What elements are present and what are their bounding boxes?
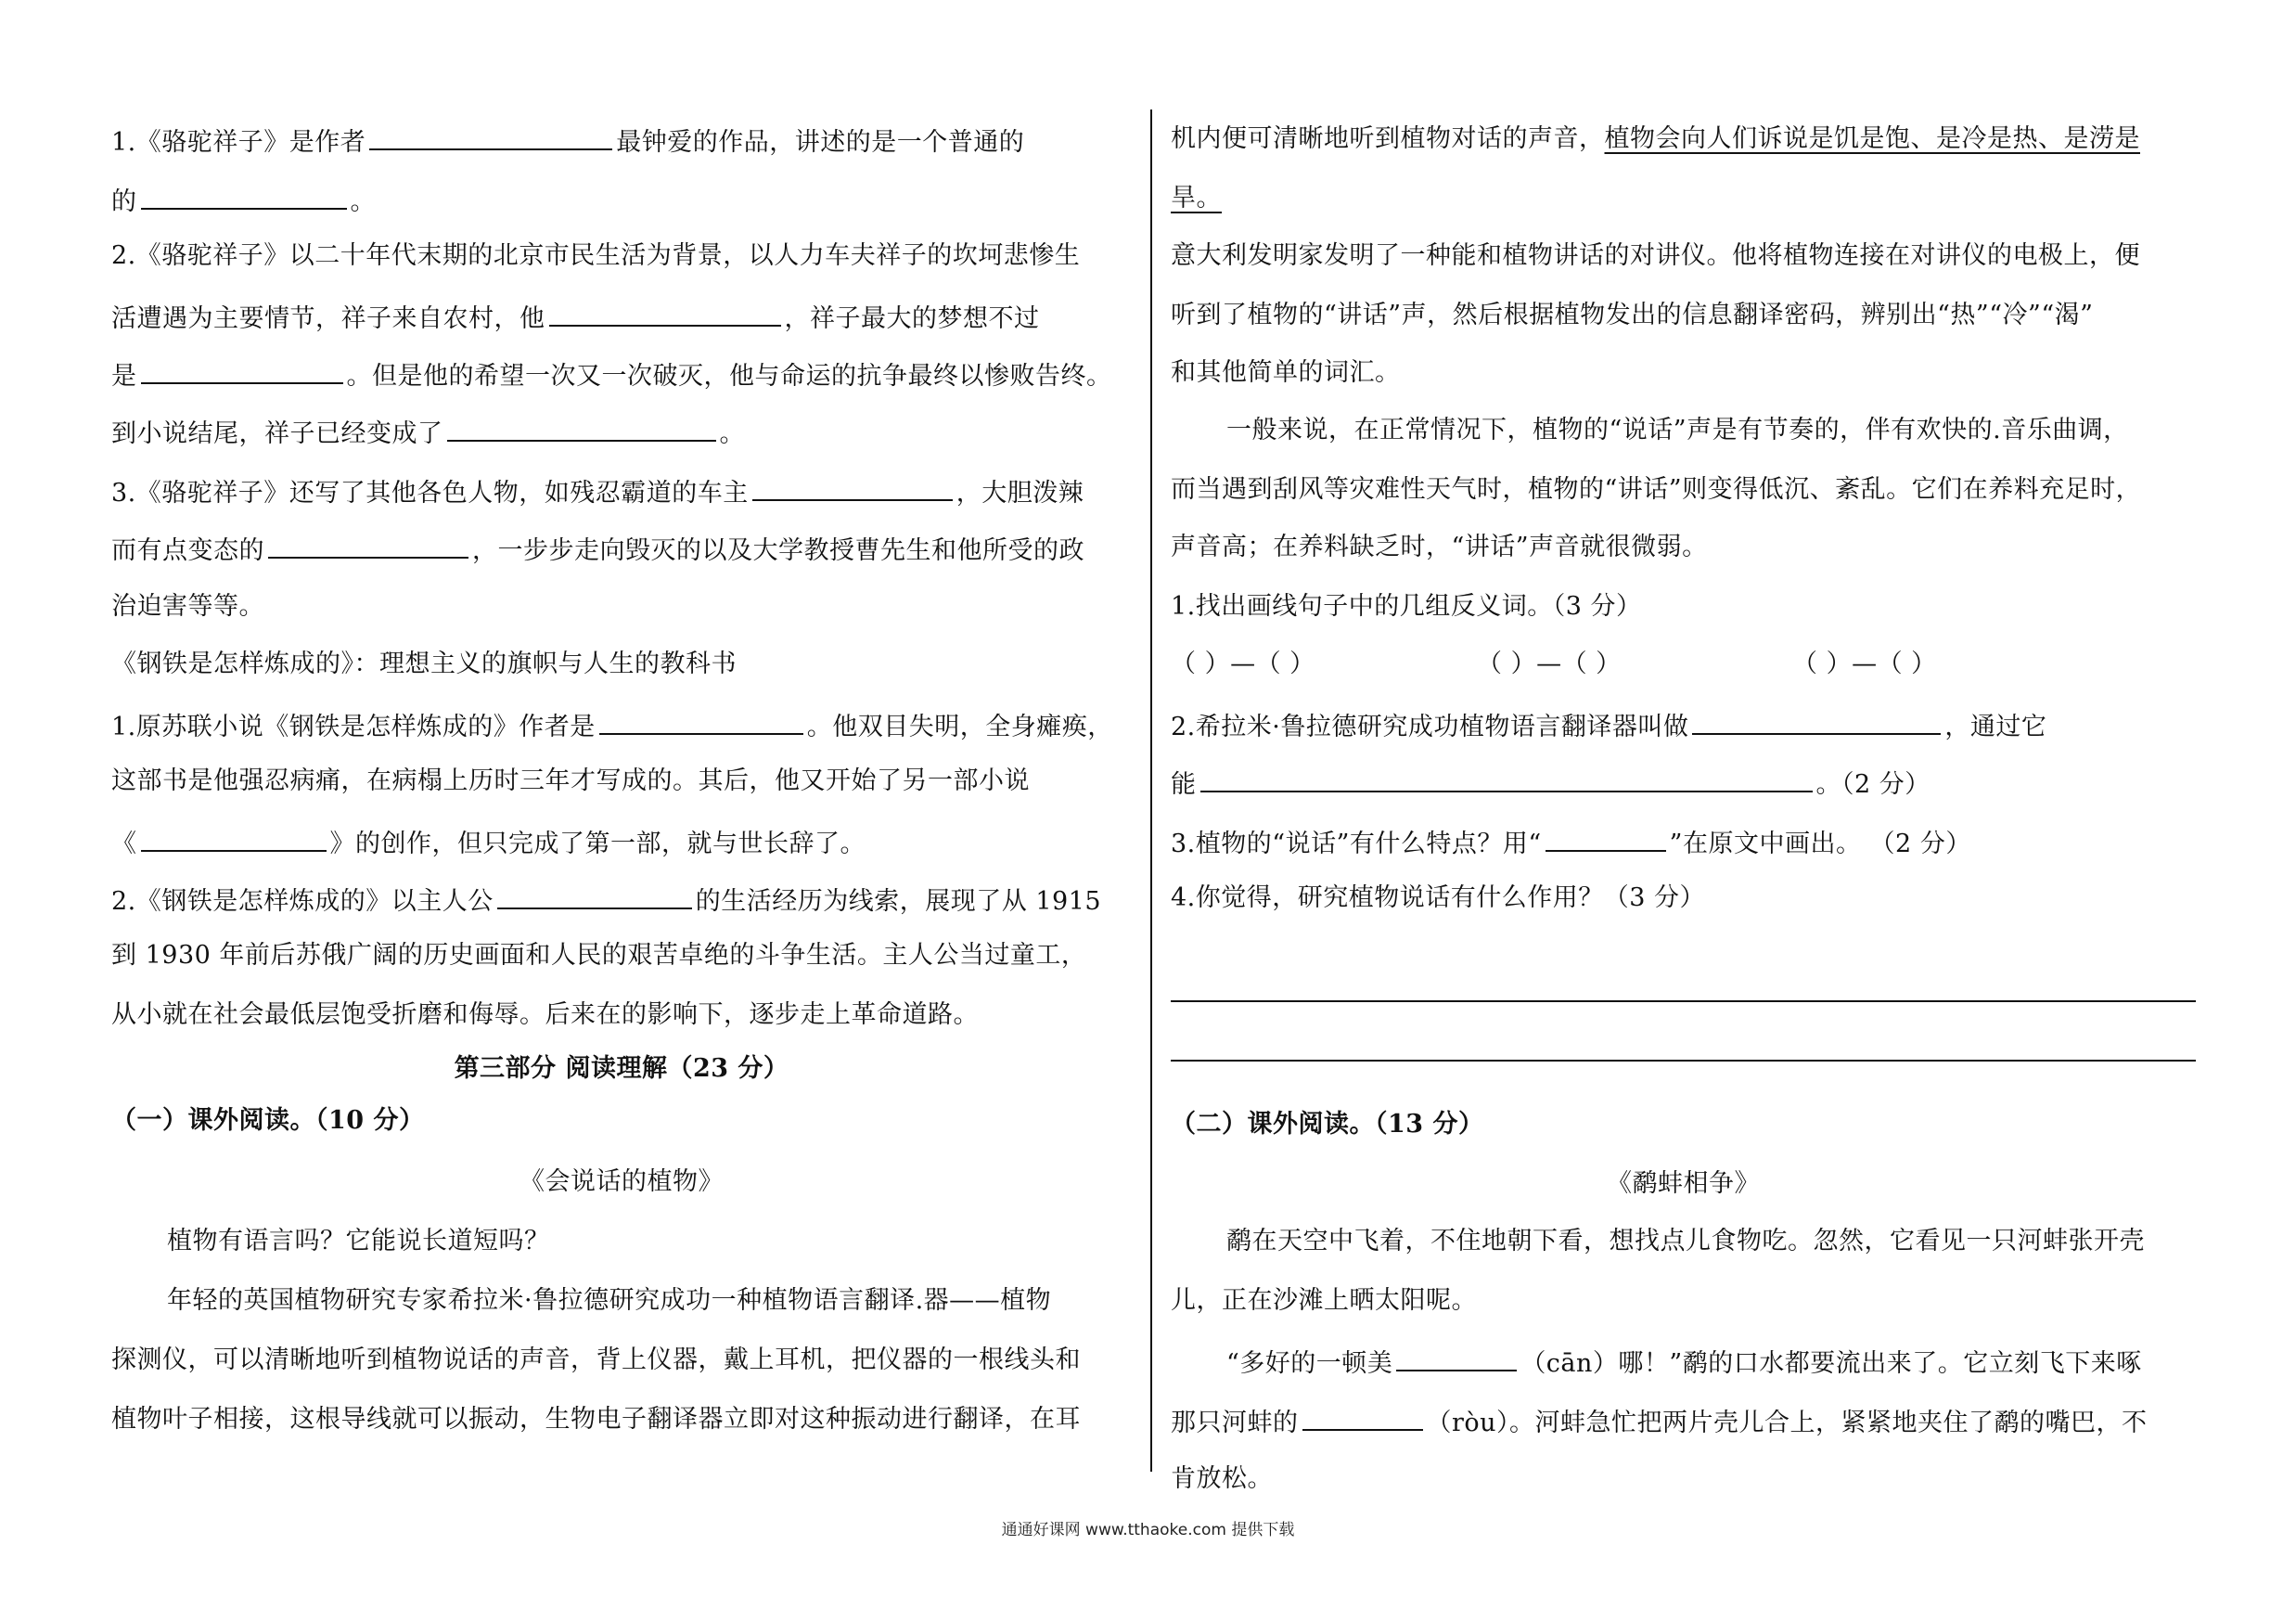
question-line bbox=[1171, 763, 2196, 800]
fill-blank[interactable] bbox=[141, 354, 343, 384]
text: 1.原苏联小说《钢铁是怎样炼成的》作者是 bbox=[111, 713, 596, 741]
question-line: 4.你觉得，研究植物说话有什么作用？（3 分） bbox=[1171, 883, 1706, 912]
text: 2.《钢铁是怎样炼成的》以主人公 bbox=[111, 887, 494, 916]
question-line: 到 1930 年前后苏俄广阔的历史画面和人民的艰苦卓绝的斗争生活。主人公当过童工， bbox=[111, 941, 1087, 970]
answer-line[interactable] bbox=[1171, 1060, 2196, 1062]
page-footer: 通通好课网 www.tthaoke.com 提供下载 bbox=[1001, 1521, 1295, 1539]
passage-title: 《会说话的植物》 bbox=[519, 1167, 724, 1196]
fill-blank[interactable] bbox=[497, 880, 692, 909]
reading-section-heading: （二）课外阅读。（13 分） bbox=[1171, 1110, 1484, 1139]
passage-line: 和其他简单的词汇。 bbox=[1171, 358, 1401, 387]
text: ，大胆泼辣 bbox=[956, 479, 1084, 508]
text: 机内便可清晰地听到植物对话的声音， bbox=[1171, 124, 1605, 153]
question-line bbox=[111, 297, 1132, 334]
column-divider bbox=[1150, 109, 1152, 1472]
question-line bbox=[111, 180, 1132, 217]
text: 3.《骆驼祥子》还写了其他各色人物，如残忍霸道的车主 bbox=[111, 479, 749, 508]
fill-blank[interactable] bbox=[549, 297, 781, 327]
text: 。他双目失明，全身瘫痪， bbox=[806, 713, 1113, 741]
answer-line[interactable] bbox=[1171, 1000, 2196, 1002]
text: 那只河蚌的 bbox=[1171, 1409, 1299, 1437]
text: 。但是他的希望一次又一次破灭，他与命运的抗争最终以惨败告终。 bbox=[346, 362, 1112, 391]
question-line bbox=[111, 880, 1132, 917]
fill-blank[interactable] bbox=[1200, 763, 1813, 792]
text: “多好的一顿美 bbox=[1226, 1349, 1393, 1378]
passage-line: 年轻的英国植物研究专家希拉米·鲁拉德研究成功一种植物语言翻译.器——植物 bbox=[167, 1286, 1052, 1315]
passage-line: 意大利发明家发明了一种能和植物讲话的对讲仪。他将植物连接在对讲仪的电极上，便 bbox=[1171, 241, 2140, 270]
text: ”在原文中画出。 （2 分） bbox=[1669, 830, 1971, 858]
question-line bbox=[111, 354, 1132, 392]
text: ，祥子最大的梦想不过 bbox=[784, 304, 1040, 333]
fill-blank[interactable] bbox=[1302, 1401, 1423, 1431]
fill-blank[interactable] bbox=[1396, 1342, 1517, 1371]
question-line: 2.《骆驼祥子》以二十年代末期的北京市民生活为背景，以人力车夫祥子的坎坷悲惨生 bbox=[111, 241, 1081, 270]
antonym-pairs bbox=[1171, 646, 2196, 683]
passage-line: 探测仪，可以清晰地听到植物说话的声音，背上仪器，戴上耳机，把仪器的一根线头和 bbox=[111, 1345, 1081, 1374]
passage-line: 而当遇到刮风等灾难性天气时，植物的“讲话”则变得低沉、紊乱。它们在养料充足时， bbox=[1171, 475, 2142, 504]
text: 的 bbox=[111, 187, 137, 216]
question-line bbox=[111, 471, 1132, 508]
text: 1.《骆驼祥子》是作者 bbox=[111, 128, 366, 157]
text: ，一步步走向毁灭的以及大学教授曹先生和他所受的政 bbox=[472, 536, 1084, 565]
section-heading: 《钢铁是怎样炼成的》：理想主义的旗帜与人生的教科书 bbox=[111, 650, 737, 678]
passage-line: 植物有语言吗？它能说长道短吗？ bbox=[167, 1227, 550, 1255]
text: ，通过它 bbox=[1944, 713, 2047, 741]
question-line bbox=[111, 705, 1132, 742]
text: 3.植物的“说话”有什么特点？用“ bbox=[1171, 830, 1542, 858]
question-line: 治迫害等等。 bbox=[111, 592, 264, 621]
text: 而有点变态的 bbox=[111, 536, 264, 565]
fill-blank[interactable] bbox=[1692, 705, 1941, 735]
passage-line: 一般来说，在正常情况下，植物的“说话”声是有节奏的，伴有欢快的.音乐曲调， bbox=[1226, 416, 2129, 444]
text: 。（2 分） bbox=[1815, 770, 1930, 799]
passage-title: 《鹬蚌相争》 bbox=[1607, 1169, 1760, 1198]
passage-line: 儿，正在沙滩上晒太阳呢。 bbox=[1171, 1286, 1477, 1315]
text: 》的创作，但只完成了第一部，就与世长辞了。 bbox=[329, 830, 866, 858]
underlined-sentence: 植物会向人们诉说是饥是饱、是冷是热、是涝是 bbox=[1604, 124, 2140, 153]
text: 《 bbox=[111, 830, 137, 858]
text: 。 bbox=[719, 419, 745, 448]
fill-blank[interactable] bbox=[1546, 822, 1666, 852]
underlined-sentence: 旱。 bbox=[1171, 184, 1222, 212]
question-line bbox=[111, 529, 1132, 566]
question-line: 从小就在社会最低层饱受折磨和侮辱。后来在的影响下，逐步走上革命道路。 bbox=[111, 1000, 979, 1029]
text: （cān）哪！”鹬的口水都要流出来了。它立刻飞下来啄 bbox=[1520, 1349, 2142, 1378]
fill-blank[interactable] bbox=[447, 412, 716, 442]
antonym-pair-2[interactable]: （ ）—（ ） bbox=[1477, 650, 1622, 678]
fill-blank[interactable] bbox=[141, 822, 327, 852]
part-three-heading: 第三部分 阅读理解（23 分） bbox=[454, 1054, 789, 1083]
reading-section-heading: （一）课外阅读。（10 分） bbox=[111, 1106, 425, 1135]
fill-blank[interactable] bbox=[369, 121, 612, 150]
passage-line bbox=[1171, 180, 2196, 217]
passage-line bbox=[1171, 1342, 2196, 1379]
passage-line: 听到了植物的“讲话”声，然后根据植物发出的信息翻译密码，辨别出“热”“冷”“渴” bbox=[1171, 301, 2094, 329]
text: 能 bbox=[1171, 770, 1197, 799]
passage-line: 鹬在天空中飞着，不住地朝下看，想找点儿食物吃。忽然，它看见一只河蚌张开壳 bbox=[1226, 1227, 2145, 1255]
passage-line bbox=[1171, 1401, 2196, 1438]
fill-blank[interactable] bbox=[141, 180, 347, 210]
antonym-pair-1[interactable]: （ ）—（ ） bbox=[1171, 650, 1315, 678]
fill-blank[interactable] bbox=[752, 471, 953, 501]
text: 的生活经历为线索，展现了从 1915 bbox=[695, 887, 1102, 916]
passage-line bbox=[1171, 121, 2196, 158]
question-line bbox=[1171, 705, 2196, 742]
question-line bbox=[111, 412, 1132, 449]
question-line bbox=[111, 121, 1132, 158]
text: 是 bbox=[111, 362, 137, 391]
question-line bbox=[111, 822, 1132, 859]
text: （ròu）。河蚌急忙把两片壳儿合上，紧紧地夹住了鹬的嘴巴，不 bbox=[1426, 1409, 2148, 1437]
fill-blank[interactable] bbox=[599, 705, 803, 735]
text: 2.希拉米·鲁拉德研究成功植物语言翻译器叫做 bbox=[1171, 713, 1689, 741]
text: 到小说结尾，祥子已经变成了 bbox=[111, 419, 443, 448]
text: 最钟爱的作品，讲述的是一个普通的 bbox=[616, 128, 1025, 157]
passage-line: 肯放松。 bbox=[1171, 1464, 1273, 1493]
passage-line: 声音高；在养料缺乏时，“讲话”声音就很微弱。 bbox=[1171, 533, 1708, 561]
question-line bbox=[1171, 822, 2196, 859]
passage-line: 植物叶子相接，这根导线就可以振动，生物电子翻译器立即对这种振动进行翻译，在耳 bbox=[111, 1405, 1081, 1434]
question-line: 这部书是他强忍病痛，在病榻上历时三年才写成的。其后，他又开始了另一部小说 bbox=[111, 766, 1030, 795]
antonym-pair-3[interactable]: （ ）—（ ） bbox=[1792, 650, 1937, 678]
text: 活遭遇为主要情节，祥子来自农村，他 bbox=[111, 304, 545, 333]
fill-blank[interactable] bbox=[268, 529, 468, 559]
text: 。 bbox=[350, 187, 376, 216]
question-line: 1.找出画线句子中的几组反义词。（3 分） bbox=[1171, 592, 1642, 621]
